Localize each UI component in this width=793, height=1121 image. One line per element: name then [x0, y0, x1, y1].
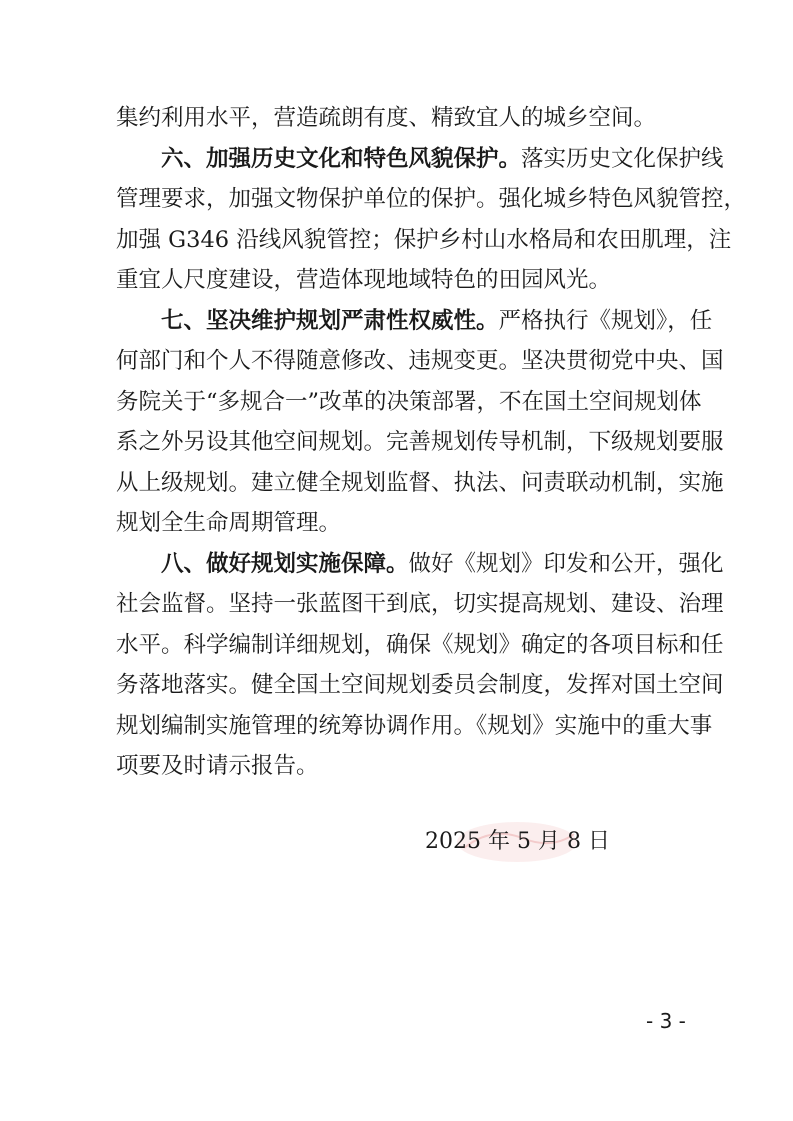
- paragraph-heading: 六、加强历史文化和特色风貌保护。: [161, 145, 522, 172]
- text-line: 重宜人尺度建设，营造体现地域特色的田园风光。: [116, 267, 612, 293]
- text-line: 规划编制实施管理的统筹协调作用。《规划》实施中的重大事: [116, 712, 713, 739]
- text-line: 规划全生命周期管理。: [116, 510, 342, 536]
- text-line: 社会监督。坚持一张蓝图干到底，切实提高规划、建设、治理: [116, 591, 724, 617]
- text-line: [116, 544, 724, 585]
- paragraph-8: [116, 544, 724, 787]
- text-line: 集约利用水平，营造疏朗有度、精致宜人的城乡空间。: [116, 105, 657, 131]
- paragraph-7: [116, 301, 724, 544]
- text-line: 从上级规划。建立健全规划监督、执法、问责联动机制，实施: [116, 469, 724, 496]
- text-span: 落实历史文化保护线: [521, 145, 724, 172]
- text-line: 务院关于“多规合一”改革的决策部署，不在国土空间规划体: [116, 388, 702, 415]
- text-line: [116, 139, 724, 180]
- text-line: 项要及时请示报告。: [116, 753, 319, 779]
- paragraph-continuation: [116, 98, 686, 139]
- signing-date: 2025 年 5 月 8 日: [425, 829, 610, 854]
- paragraph-heading: 七、坚决维护规划严肃性权威性。: [161, 307, 499, 334]
- text-span: 严格执行《规划》，任: [498, 307, 713, 334]
- document-body: [116, 98, 747, 787]
- paragraph-heading: 八、做好规划实施保障。: [161, 550, 409, 577]
- text-span: 做好《规划》印发和公开，强化: [408, 550, 724, 577]
- text-line: 何部门和个人不得随意修改、违规变更。坚决贯彻党中央、国: [116, 348, 724, 374]
- text-line: [116, 301, 713, 342]
- text-line: 系之外另设其他空间规划。完善规划传导机制，下级规划要服: [116, 429, 724, 455]
- page-number: - 3 -: [646, 1009, 686, 1033]
- paragraph-6: [116, 139, 747, 301]
- text-line: 务落地落实。健全国土空间规划委员会制度，发挥对国土空间: [116, 672, 724, 698]
- text-line: 管理要求，加强文物保护单位的保护。强化城乡特色风貌管控，: [116, 186, 747, 212]
- text-line: 加强 G346 沿线风貌管控；保护乡村山水格局和农田肌理，注: [116, 226, 732, 253]
- text-line: 水平。科学编制详细规划，确保《规划》确定的各项目标和任: [116, 631, 724, 658]
